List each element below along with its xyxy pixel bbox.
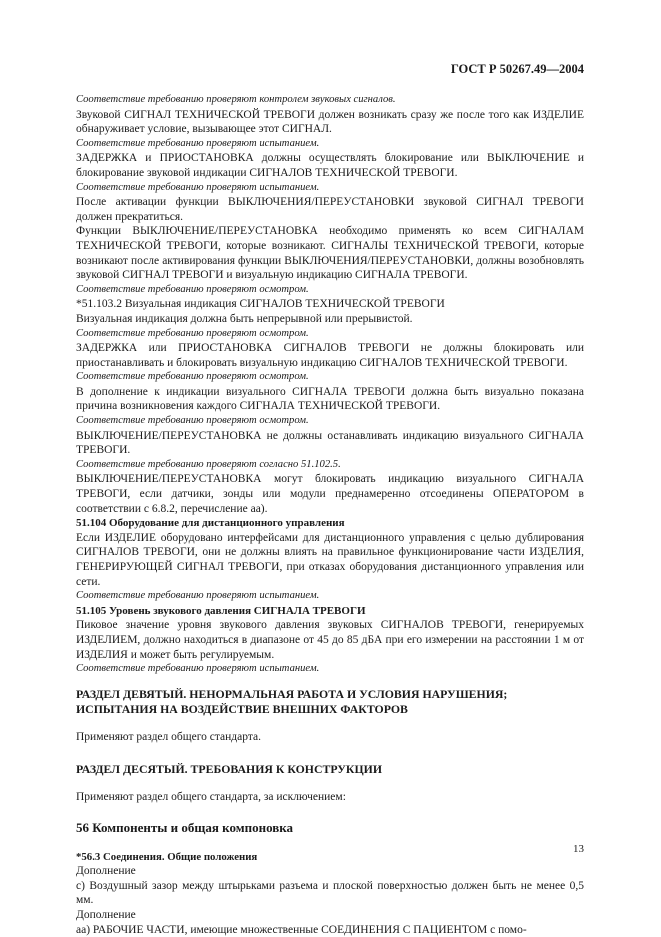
- body-paragraph: В дополнение к индикации визуального СИГНАЛА ТРЕВОГИ должна быть визуально показана причина возникновения каждого СИГНАЛА ТЕХНИЧЕСКОЙ ТРЕВОГИ.: [76, 385, 584, 414]
- compliance-note: Соответствие требованию проверяют испытанием.: [76, 662, 584, 677]
- body-paragraph: ВЫКЛЮЧЕНИЕ/ПЕРЕУСТАНОВКА не должны останавливать индикацию визуального СИГНАЛА ТРЕВОГИ.: [76, 429, 584, 458]
- document-body: [76, 93, 584, 937]
- compliance-note: Соответствие требованию проверяют испытанием.: [76, 137, 584, 152]
- page-number: 13: [573, 843, 584, 855]
- compliance-note: Соответствие требованию проверяют согласно 51.102.5.: [76, 458, 584, 473]
- section-heading: РАЗДЕЛ ДЕСЯТЫЙ. ТРЕБОВАНИЯ К КОНСТРУКЦИИ: [76, 762, 584, 777]
- body-paragraph: с) Воздушный зазор между штырьками разъема и плоской поверхностью должен быть не менее 0,5 мм.: [76, 879, 584, 908]
- body-paragraph: Если ИЗДЕЛИЕ оборудовано интерфейсами для дистанционного управления с целью дублирования СИГНАЛОВ ТРЕВОГИ, они не должны влиять на правильное функционирование части ИЗДЕЛИЯ, ГЕНЕРИРУЮЩЕЙ СИГНАЛ ТРЕВОГИ, при отказах оборудования дистанционного управления или сети.: [76, 531, 584, 589]
- addition-label: Дополнение: [76, 864, 584, 879]
- compliance-note: Соответствие требованию проверяют осмотром.: [76, 327, 584, 342]
- compliance-note: Соответствие требованию проверяют осмотром.: [76, 370, 584, 385]
- section-heading: РАЗДЕЛ ДЕВЯТЫЙ. НЕНОРМАЛЬНАЯ РАБОТА И УСЛОВИЯ НАРУШЕНИЯ; ИСПЫТАНИЯ НА ВОЗДЕЙСТВИЕ ВНЕШНИХ ФАКТОРОВ: [76, 687, 584, 717]
- body-paragraph: Применяют раздел общего стандарта.: [76, 730, 584, 745]
- addition-label: Дополнение: [76, 908, 584, 923]
- body-paragraph: ВЫКЛЮЧЕНИЕ/ПЕРЕУСТАНОВКА могут блокировать индикацию визуального СИГНАЛА ТРЕВОГИ, если датчики, зонды или модули преднамеренно отсоединены ОПЕРАТОРОМ в соответствии с 6.8.2, перечисление аа).: [76, 472, 584, 516]
- body-paragraph: Применяют раздел общего стандарта, за исключением:: [76, 790, 584, 805]
- compliance-note: Соответствие требованию проверяют осмотром.: [76, 283, 584, 298]
- body-paragraph: Пиковое значение уровня звукового давления звуковых СИГНАЛОВ ТРЕВОГИ, генерируемых ИЗДЕЛИЕМ, должно находиться в диапазоне от 45 до 85 дБА при его измерении на расстоянии 1 м от ИЗДЕЛИЯ и может быть регулируемым.: [76, 618, 584, 662]
- body-paragraph: ЗАДЕРЖКА или ПРИОСТАНОВКА СИГНАЛОВ ТРЕВОГИ не должны блокировать или приостанавливать и блокировать визуальную индикацию СИГНАЛОВ ТЕХНИЧЕСКОЙ ТРЕВОГИ.: [76, 341, 584, 370]
- clause-title: 56 Компоненты и общая компоновка: [76, 821, 584, 836]
- compliance-note: Соответствие требованию проверяют контролем звуковых сигналов.: [76, 93, 584, 108]
- subclause-title: *56.3 Соединения. Общие положения: [76, 850, 584, 865]
- clause-heading: 51.104 Оборудование для дистанционного управления: [76, 516, 584, 531]
- body-paragraph: Визуальная индикация должна быть непрерывной или прерывистой.: [76, 312, 584, 327]
- compliance-note: Соответствие требованию проверяют испытанием.: [76, 589, 584, 604]
- body-paragraph: аа) РАБОЧИЕ ЧАСТИ, имеющие множественные СОЕДИНЕНИЯ С ПАЦИЕНТОМ с помо-: [76, 923, 584, 937]
- body-paragraph: После активации функции ВЫКЛЮЧЕНИЯ/ПЕРЕУСТАНОВКИ звуковой СИГНАЛ ТРЕВОГИ должен прекратиться.: [76, 195, 584, 224]
- compliance-note: Соответствие требованию проверяют осмотром.: [76, 414, 584, 429]
- clause-heading: 51.105 Уровень звукового давления СИГНАЛА ТРЕВОГИ: [76, 604, 584, 619]
- body-paragraph: ЗАДЕРЖКА и ПРИОСТАНОВКА должны осуществлять блокирование или ВЫКЛЮЧЕНИЕ и блокирование звуковой индикации СИГНАЛОВ ТЕХНИЧЕСКОЙ ТРЕВОГИ.: [76, 151, 584, 180]
- compliance-note: Соответствие требованию проверяют испытанием.: [76, 181, 584, 196]
- body-paragraph: Звуковой СИГНАЛ ТЕХНИЧЕСКОЙ ТРЕВОГИ должен возникать сразу же после того как ИЗДЕЛИЕ обнаруживает условие, вызывающее этот СИГНАЛ.: [76, 108, 584, 137]
- clause-heading: *51.103.2 Визуальная индикация СИГНАЛОВ ТЕХНИЧЕСКОЙ ТРЕВОГИ: [76, 297, 584, 312]
- body-paragraph: Функции ВЫКЛЮЧЕНИЕ/ПЕРЕУСТАНОВКА необходимо применять ко всем СИГНАЛАМ ТЕХНИЧЕСКОЙ ТРЕВОГИ, которые возникают. СИГНАЛЫ ТЕХНИЧЕСКОЙ ТРЕВОГИ, которые возникают после активирования функции ВЫКЛЮЧЕНИЯ/ПЕРЕУСТАНОВКИ, должны возобновлять звуковой СИГНАЛ ТРЕВОГИ и визуальную индикацию СИГНАЛА ТРЕВОГИ.: [76, 224, 584, 282]
- document-id: ГОСТ Р 50267.49—2004: [451, 62, 584, 77]
